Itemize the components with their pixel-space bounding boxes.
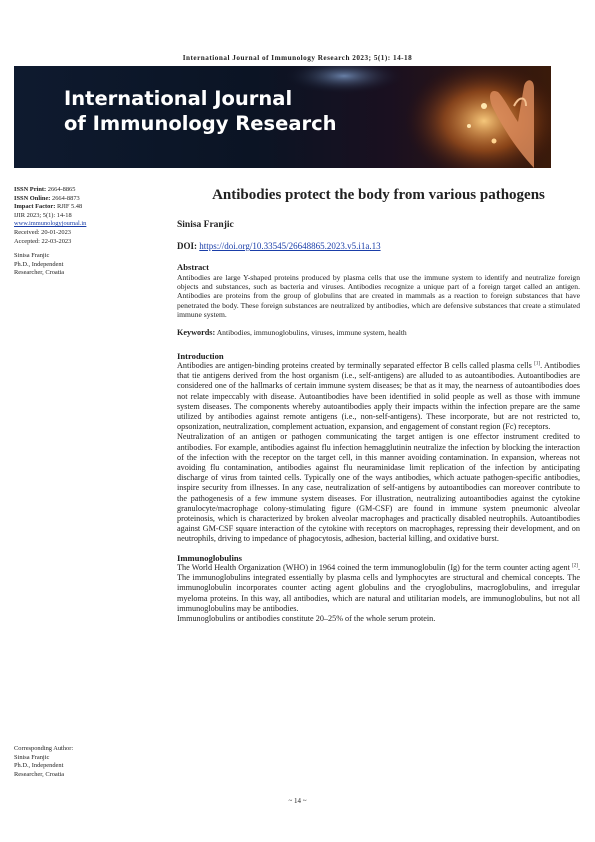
introduction-heading: Introduction [177,350,224,361]
immunoglobulins-paragraph-2: Immunoglobulins or antibodies constitute 20–25% of the whole serum protein. [177,613,436,623]
accepted-date: Accepted: 22-03-2023 [14,237,72,245]
corresponding-name: Sinisa Franjic [14,753,50,761]
corresponding-author [14,745,149,779]
article-info-sidebar [14,186,149,278]
page-number: ~ 14 ~ [288,797,307,805]
citation-ref-2[interactable]: [2] [572,563,578,569]
issn-print: ISSN Print: 2664-8865 [14,186,76,193]
running-head: International Journal of Immunology Research 2023; 5(1): 14-18 [182,54,413,62]
keywords-text: Antibodies, immunoglobulins, viruses, immune system, health [216,328,407,338]
sidebar-author-affil2: Researcher, Croatia [14,269,65,277]
banner-title [64,86,337,136]
keywords [177,328,580,338]
introduction-paragraph-1: Antibodies are antigen-binding proteins created by terminally separated effector B cells called plasma cells [1]. Antibodies that tie antigens derived from the host organism (i.e., self-antigens) are alluded to as autoantibodies. Autoantibodies are considered one of the hallmarks of certain immune system diseases; be that as it may, the nearness of autoantibodies does not relate impeccably with disease. Autoantibodies have been identified in solid people as well as those with immune system diseases. The components whereby autoantibodies apply their impacts within the infection prepare are the same utilized by antibodies against remote antigens (i.e., non-self-antigens). These incorporate, but are not restricted to, opsonization, neutralization, complement actuation, expansion, and engagement of constant region (Fc) receptors. [177,360,580,432]
article-author: Sinisa Franjic [177,220,234,230]
immunoglobulins-heading: Immunoglobulins [177,552,242,563]
sidebar-author-name: Sinisa Franjic [14,252,50,260]
corresponding-affil2: Researcher, Croatia [14,770,65,778]
introduction-section [177,351,580,545]
corresponding-affil1: Ph.D., Independent [14,762,64,770]
abstract-text: Antibodies are large Y-shaped proteins produced by plasma cells that use the immune system to identify and neutralize foreign objects and substances, such as bacteria and viruses. Antibodies recognize a unique part of a foreign target called an antigen. Antibodies are proteins from the group of globulins that are created in mammals as a reaction to foreign substances that have penetrated the body. These foreign substances are neutralized by antibodies, which are defensive substances that create a stimulated immune system. [177,272,580,319]
impact-factor: Impact Factor: RJIF 5.48 [14,203,83,211]
abstract-heading: Abstract [177,262,209,273]
journal-website-link[interactable]: www.immunologyjournal.in [14,220,87,228]
sidebar-author-affil1: Ph.D., Independent [14,260,64,268]
corresponding-label: Corresponding Author: [14,745,74,752]
banner-title-line1: International Journal [64,87,293,110]
journal-banner [14,66,551,168]
immunoglobulins-section [177,553,580,625]
introduction-paragraph-2: Neutralization of an antigen or pathogen communicating the target antigen is one effector instrument credited to antibodies. For example, antibodies against flu infection hemagglutinin neutralize the infection by blocking the interaction of the infection with the receptor on the target cell, in this manner avoiding contamination. In expansion, whereas not avoiding flu contamination, antibodies against flu neuraminidase limit replication of the infection by anticipating discharge of virus from tainted cells. Typically one of the ways antibodies, which actuate pathogen-specific antibodies, inspire security from illnesses. In any case, neutralization of self-antigens by autoantibodies can moreover contribute to the pathogenesis of a few immune system diseases. For illustration, neutralizing autoantibodies against the cytokine granulocyte/macrophage colony-stimulating figure (GM-CSF) are found in immune system pneumonic alveolar proteinosis, which is characterized by broken alveolar macrophages and practically disabled neutrophils. Autoantibodies against GM-CSF square interaction of the cytokine with receptors on macrophages, repressing their development, and on neutrophils, driving to impedance of phagocytosis, adhesion, bacterial killing, and oxidative burst. [177,432,580,544]
doi-label: DOI: [177,241,197,252]
doi [177,241,580,251]
abstract [177,262,580,319]
article-title: Antibodies protect the body from various pathogens [212,187,545,203]
sidebar-author [14,252,149,278]
banner-title-line2: of Immunology Research [64,112,337,135]
doi-link[interactable]: https://doi.org/10.33545/26648865.2023.v5.i1a.13 [199,241,381,252]
article-body [177,186,580,629]
citation-ref-1[interactable]: [1] [534,361,541,367]
keywords-label: Keywords: [177,328,216,338]
immunoglobulins-paragraph-1: The World Health Organization (WHO) in 1964 coined the term immunoglobulin (Ig) for the term counter acting agent [2]. The immunoglobulins integrated essentially by plasma cells and lymphocytes are structural and chemical concepts. The immunoglobulin incorporates counter acting agent globulins and the cryoglobulins, macroglobulins, and irregular myeloma proteins. In this way, all antibodies, which are natural and utilitarian models, are immunoglobulins, but not all immunoglobulins may be antibodies. [177,562,580,613]
received-date: Received: 20-01-2023 [14,228,71,236]
citation: IJIR 2023; 5(1): 14-18 [14,211,72,219]
issn-online: ISSN Online: 2664-8873 [14,194,80,202]
